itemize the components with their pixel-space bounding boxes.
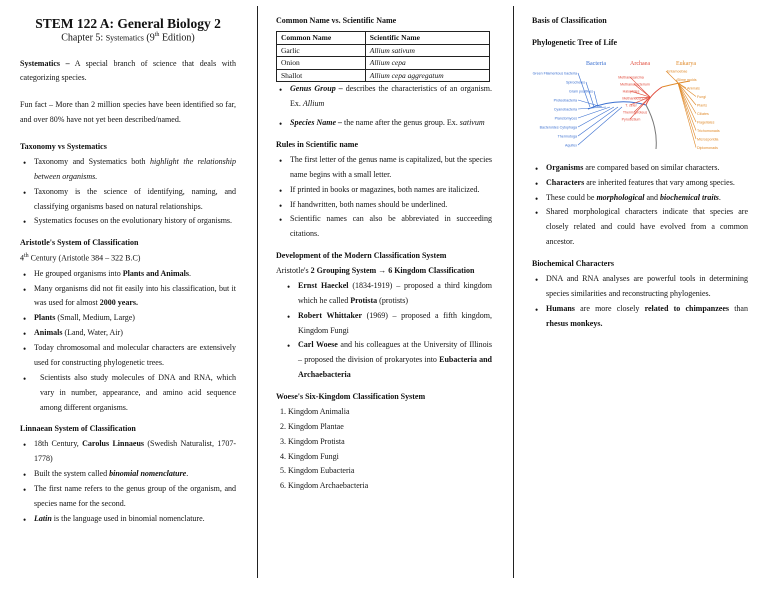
document-subtitle: Chapter 5: Systematics (9th Edition) <box>61 32 195 44</box>
eukarya-leaf-label-6: Flagellates <box>697 120 715 125</box>
eukarya-leaf-label-9: Diplomonads <box>697 145 718 150</box>
table-row: Shallot Allium cepa aggregatum <box>277 69 490 82</box>
list-item: • Ernst Haeckel (1834-1919) – proposed a third kingdom which he called Protista (protists) <box>284 279 492 309</box>
linnaean-list <box>20 437 236 526</box>
eukarya-leaf-label-1: Slime molds <box>677 77 697 82</box>
list-item: • Latin is the language used in binomial nomenclature. <box>20 512 236 527</box>
development-heading: Development of the Modern Classification System <box>276 251 447 261</box>
list-item: • Characters are inherited features that vary among species. <box>532 176 748 191</box>
list-item: • Species Name – the name after the genus group. Ex. sativum <box>276 116 492 131</box>
domain-label-eukarya: Eukarya <box>676 60 696 67</box>
eukarya-leaf-label-4: Plants <box>697 103 707 108</box>
column-2 <box>276 14 492 494</box>
eukarya-leaf-label-8: Microsporidia <box>697 137 719 142</box>
archaea-leaf-label-4: T. celer <box>625 103 637 108</box>
aristotle-heading: Aristotle's System of Classification <box>20 238 139 248</box>
list-item: • The first name refers to the genus group of the organism, and species name for the second. <box>20 482 236 512</box>
column-header-common: Common Name <box>277 31 366 44</box>
eukarya-leaf-label-7: Trichomonads <box>697 128 720 133</box>
woese-heading: Woese's Six-Kingdom Classification System <box>276 392 426 401</box>
list-item: • DNA and RNA analyses are powerful tools in determining species similarities and reconstructing phylogenies. <box>532 272 748 302</box>
list-item: • Today chromosomal and molecular characters are extensively used for constructing phylogenetic trees. <box>20 341 236 371</box>
list-item: • Systematics focuses on the evolutionary history of organisms. <box>20 214 236 229</box>
list-item: • If printed in books or magazines, both names are italicized. <box>276 183 492 198</box>
table-row: Onion Allium cepa <box>277 57 490 70</box>
table-row: Garlic Allium sativum <box>277 44 490 57</box>
names-table <box>276 31 490 83</box>
column-divider-2 <box>513 6 514 578</box>
tree-trunk <box>646 105 656 149</box>
bacteria-leaf-label-4: Cyanobacteria <box>553 107 577 112</box>
aristotle-century: 4th Century (Aristotle 384 – 322 B.C) <box>20 253 141 263</box>
list-item: • Animals (Land, Water, Air) <box>20 326 236 341</box>
archaea-leaf-label-0: Methanosarcina <box>618 75 644 80</box>
development-list <box>276 279 492 383</box>
biochemical-heading: Biochemical Characters <box>532 259 614 268</box>
eukarya-leaf-label-3: Fungi <box>697 94 706 99</box>
list-item: 4. Kingdom Fungi <box>280 451 339 461</box>
systematics-definition: Systematics – A special branch of science that deals with categorizing species. <box>20 58 236 83</box>
bacteria-twig-6 <box>578 107 614 127</box>
list-item: • Many organisms did not fit easily into his classification, but it was used for almost 2000 years. <box>20 282 236 312</box>
basis-heading: Basis of Classification <box>532 16 607 25</box>
phylogenetic-tree-diagram <box>532 57 738 157</box>
eukarya-twig-8 <box>678 83 696 139</box>
list-item: 3. Kingdom Protista <box>280 436 345 446</box>
list-item: 6. Kingdom Archaebacteria <box>280 481 369 491</box>
list-item: • Shared morphological characters indicate that species are closely related and could have evolved from a common ancestor. <box>532 205 748 250</box>
tree-heading: Phylogenetic Tree of Life <box>532 37 618 47</box>
development-intro: Aristotle's 2 Grouping System → 6 Kingdom Classification <box>276 266 475 275</box>
column-1 <box>20 14 236 527</box>
genus-species-list <box>276 82 492 131</box>
bacteria-leaf-label-7: Thermotoga <box>557 134 577 139</box>
column-3 <box>532 14 748 331</box>
biochemical-list <box>532 272 748 332</box>
archaea-leaf-label-3: Methanococcus <box>622 96 648 101</box>
archaea-leaf-label-1: Methanobacterium <box>620 82 650 87</box>
list-item: • Robert Whittaker (1969) – proposed a fifth kingdom, Kingdom Fungi <box>284 309 492 339</box>
list-item: • Genus Group – describes the characteristics of an organism. Ex. Allium <box>276 82 492 112</box>
common-vs-scientific-heading: Common Name vs. Scientific Name <box>276 16 397 25</box>
rules-heading: Rules in Scientific name <box>276 140 358 149</box>
aristotle-list <box>20 267 236 416</box>
list-item: • These could be morphological and biochemical traits. <box>532 191 748 206</box>
domain-label-bacteria: Bacteria <box>586 60 606 67</box>
fun-fact: Fun fact – More than 2 million species have been identified so far, and over 80% have not yet been described/named. <box>20 100 236 125</box>
list-item: • Scientific names can also be abbreviated in succeeding citations. <box>276 212 492 242</box>
bacteria-leaf-label-8: Aquifex <box>565 143 577 148</box>
bacteria-leaf-label-3: Proteobacteria <box>553 98 577 103</box>
bacteria-leaf-label-6: Bacteroides Cytophaga <box>539 125 577 130</box>
list-item: • Plants (Small, Medium, Large) <box>20 311 236 326</box>
rules-list <box>276 153 492 242</box>
bacteria-leaf-label-2: Gram positives <box>569 89 593 94</box>
domain-label-archaea: Archaea <box>630 60 650 67</box>
bacteria-leaf-label-1: Spirochetes <box>566 80 585 85</box>
taxonomy-heading: Taxonomy vs Systematics <box>20 142 107 152</box>
table-header-row <box>277 31 490 44</box>
eukarya-leaf-label-5: Ciliates <box>697 111 709 116</box>
document-title: STEM 122 A: General Biology 2 <box>35 16 221 31</box>
list-item: • Carl Woese and his colleagues at the University of Illinois – proposed the division of prokaryotes into Eubacteria and Archaebacteria <box>284 338 492 383</box>
taxonomy-list <box>20 155 236 229</box>
list-item: • Taxonomy and Systematics both highlight the relationship between organisms. <box>20 155 236 185</box>
eukarya-leaf-label-2: Animals <box>687 86 700 91</box>
archaea-leaf-label-2: Halophiles <box>622 89 640 94</box>
kingdom-list <box>276 405 492 494</box>
list-item: 1. Kingdom Animalia <box>280 406 350 416</box>
basis-list <box>532 161 748 250</box>
bacteria-leaf-label-0: Green Filamentous bacteria <box>532 71 577 76</box>
column-divider-1 <box>257 6 258 578</box>
list-item: • Scientists also study molecules of DNA and RNA, which vary in number, appearance, and amino acid sequence among different organisms. <box>20 371 236 416</box>
bacteria-twig-8 <box>578 107 622 145</box>
archaea-leaf-label-6: Pyrodictium <box>621 117 641 122</box>
bacteria-twig-3 <box>578 100 602 107</box>
list-item: • Humans are more closely related to chimpanzees than rhesus monkeys. <box>532 302 748 332</box>
eukarya-twig-9 <box>678 83 696 148</box>
list-item: • Organisms are compared based on similar characters. <box>532 161 748 176</box>
column-header-scientific: Scientific Name <box>365 31 489 44</box>
list-item: 5. Kingdom Eubacteria <box>280 466 355 476</box>
list-item: • If handwritten, both names should be underlined. <box>276 198 492 213</box>
archaea-leaf-label-5: Thermoproteus <box>622 110 648 115</box>
bacteria-leaf-label-5: Planctomyces <box>554 116 577 121</box>
list-item: • 18th Century, Carolus Linnaeus (Swedish Naturalist, 1707-1778) <box>20 437 236 467</box>
list-item: • He grouped organisms into Plants and Animals. <box>20 267 236 282</box>
list-item: 2. Kingdom Plantae <box>280 421 344 431</box>
list-item: • The first letter of the genus name is capitalized, but the species name begins with a small letter. <box>276 153 492 183</box>
list-item: • Taxonomy is the science of identifying, naming, and classifying organisms based on natural relationships. <box>20 185 236 215</box>
linnaean-heading: Linnaean System of Classification <box>20 424 136 434</box>
eukarya-leaf-label-0: Entamoebae <box>667 69 688 74</box>
list-item: • Built the system called binomial nomenclature. <box>20 467 236 482</box>
